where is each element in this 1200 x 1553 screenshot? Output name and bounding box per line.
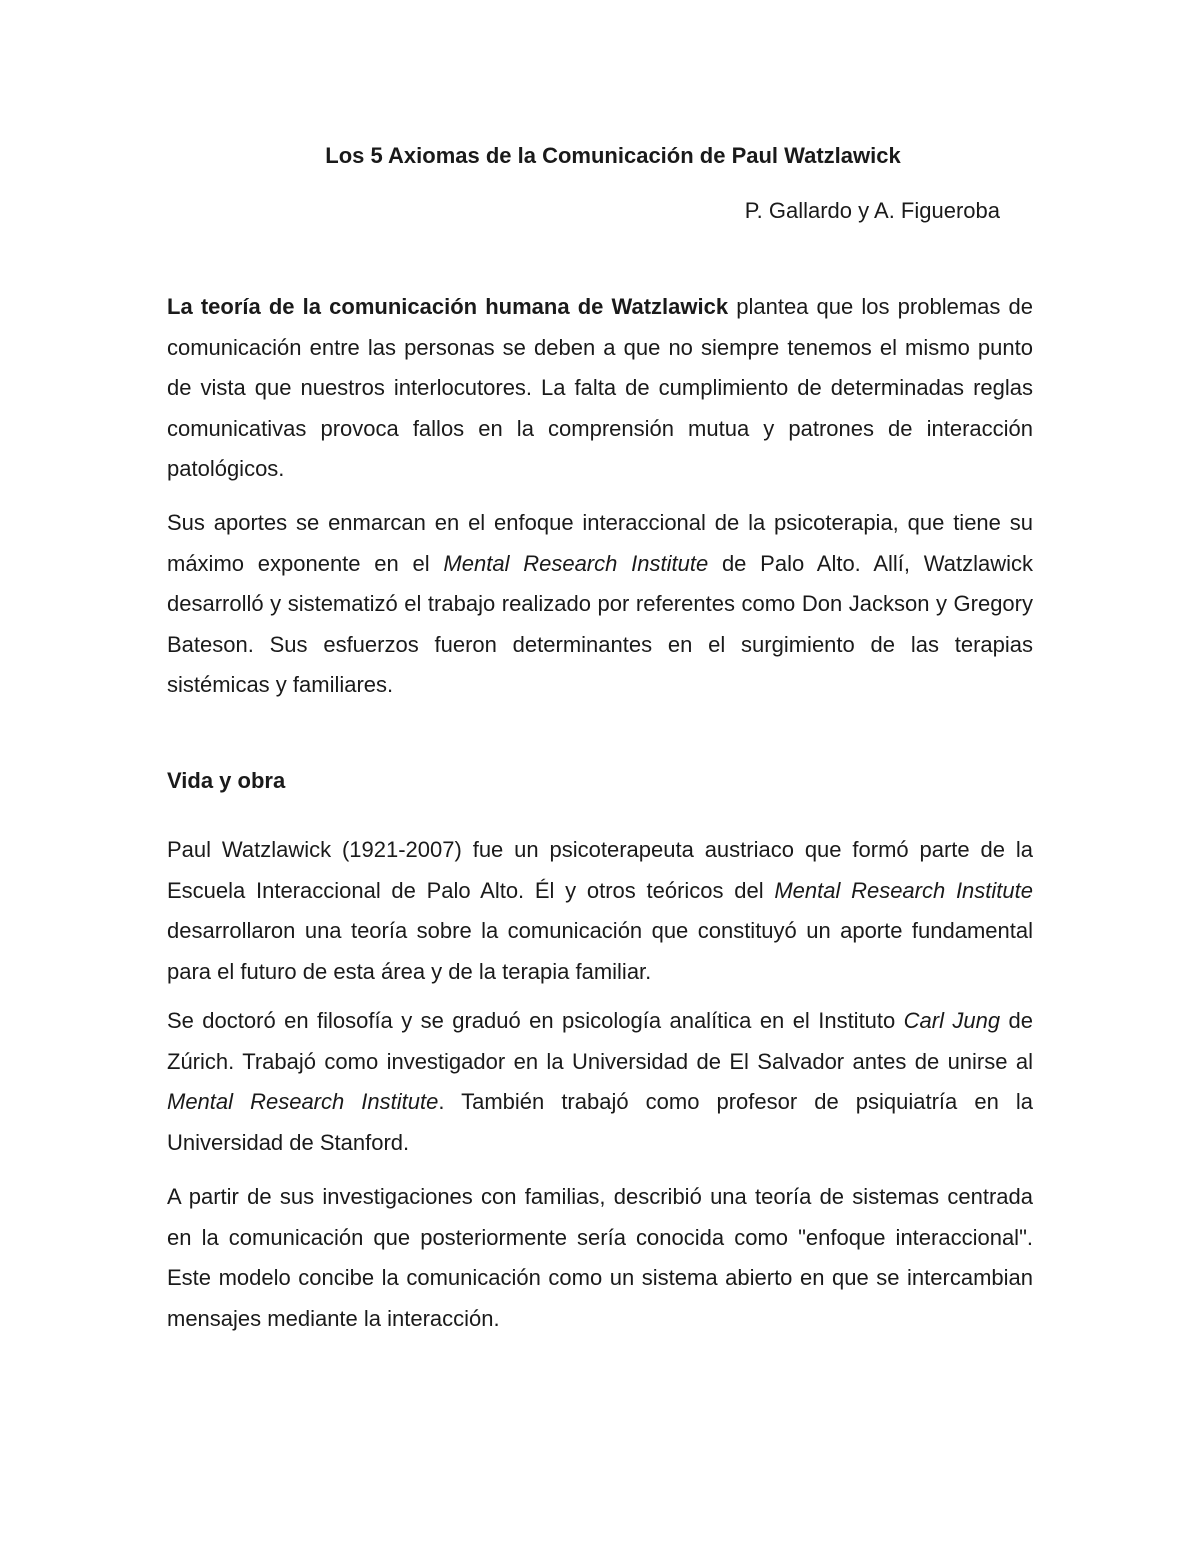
paragraph-intro-lead: La teoría de la comunicación humana de Watzlawick bbox=[167, 294, 729, 319]
paragraph-contributions-text-a: Sus aportes se enmarcan en el enfoque interaccional de la psicoterapia, que tiene su máximo exponente en el bbox=[167, 510, 1033, 576]
paragraph-intro bbox=[167, 287, 1033, 490]
paragraph-education-text-c: . También trabajó como profesor de psiquiatría en la Universidad de Stanford. bbox=[167, 1089, 1033, 1155]
paragraph-biography-text-a: Paul Watzlawick (1921-2007) fue un psicoterapeuta austriaco que formó parte de la Escuela Interaccional de Palo Alto. Él y otros teóricos del bbox=[167, 837, 1033, 903]
paragraph-biography bbox=[167, 830, 1033, 992]
paragraph-systems-theory: A partir de sus investigaciones con familias, describió una teoría de sistemas centrada en la comunicación que posteriormente sería conocida como "enfoque interaccional". Este modelo concibe la comunicación como un sistema abierto en que se intercambian mensajes mediante la interacción. bbox=[167, 1184, 1033, 1331]
paragraph-education-italic-b: Mental Research Institute bbox=[167, 1089, 439, 1115]
paragraph-contributions-text-b: de Palo Alto. Allí, Watzlawick desarrolló y sistematizó el trabajo realizado por referentes como Don Jackson y Gregory Bateson. Sus esfuerzos fueron determinantes en el surgimiento de las terapias sistémicas y familiares. bbox=[167, 550, 1033, 698]
paragraph-education-italic-a: Carl Jung bbox=[903, 1008, 1001, 1033]
paragraph-biography-italic-a: Mental Research Institute bbox=[774, 877, 1033, 903]
paragraph-education-text-b: de Zúrich. Trabajó como investigador en la Universidad de El Salvador antes de unirse al bbox=[167, 1008, 1033, 1074]
document-title: Los 5 Axiomas de la Comunicación de Paul Watzlawick bbox=[325, 143, 901, 168]
paragraph-biography-text-b: desarrollaron una teoría sobre la comunicación que constituyó un aporte fundamental para el futuro de esta área y de la terapia familiar. bbox=[167, 918, 1033, 984]
paragraph-intro-text: plantea que los problemas de comunicación entre las personas se deben a que no siempre tenemos el mismo punto de vista que nuestros interlocutores. La falta de cumplimiento de determinadas reglas comunicativas provoca fallos en la comprensión mutua y patrones de interacción patológicos. bbox=[167, 294, 1033, 482]
paragraph-education-text-a: Se doctoró en filosofía y se graduó en psicología analítica en el Instituto bbox=[167, 1008, 904, 1033]
section-heading: Vida y obra bbox=[167, 768, 286, 793]
paragraph-contributions-italic-a: Mental Research Institute bbox=[443, 550, 709, 576]
paragraph-contributions bbox=[167, 503, 1033, 706]
paragraph-education bbox=[167, 1001, 1033, 1163]
document-authors: P. Gallardo y A. Figueroba bbox=[744, 198, 1000, 223]
